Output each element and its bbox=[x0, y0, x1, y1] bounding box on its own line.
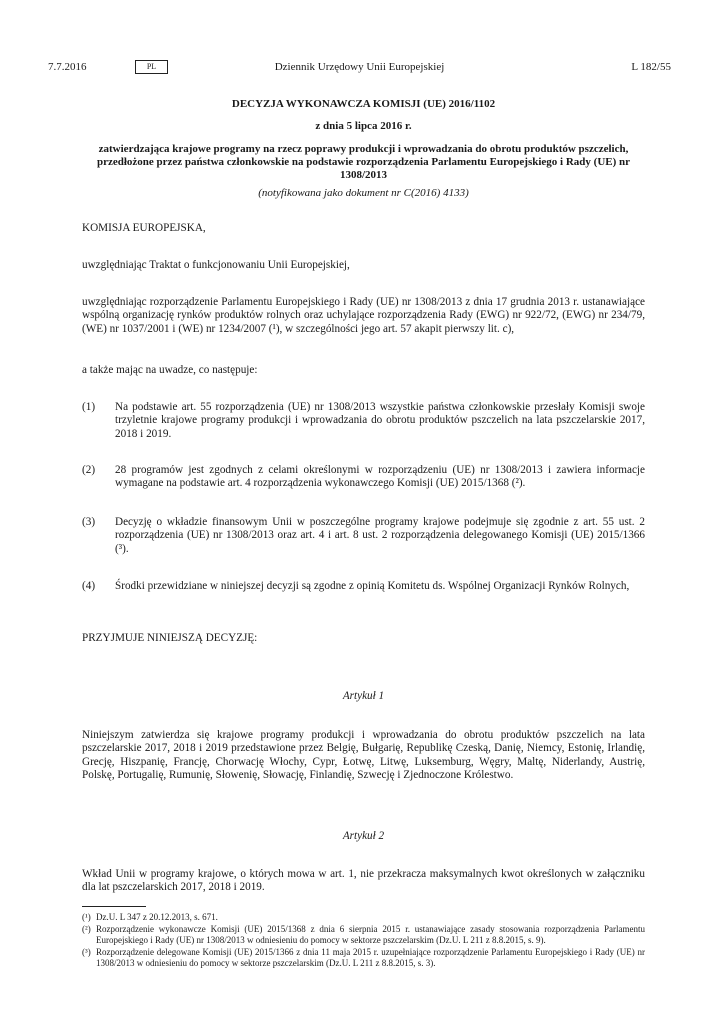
recital-text-block bbox=[115, 464, 645, 491]
adopted-heading bbox=[82, 632, 645, 645]
article-2-title: Artykuł 2 bbox=[342, 830, 385, 842]
article-1-text: Niniejszym zatwierdza się krajowe programy produkcji i wprowadzania do obrotu produktów pszczelich na lata pszczelarskie 2017, 2018 i 2019 przedstawione przez Belgię, Bułgarię, Republikę Czeską, Danię, Niemcy, Estonię, Irlandię, Grecję, Hiszpanię, Francję, Chorwację Włochy, Cypr, Łotwę, Litwę, Luksemburg, Węgry, Maltę, Niderlandy, Austrię, Polskę, Portugalię, Rumunię, Słowenię, Słowację, Finlandię, Szwecję i Zjednoczone Królestwo. bbox=[82, 729, 645, 782]
recital-text: 28 programów jest zgodnych z celami określonymi w rozporządzeniu (UE) nr 1308/2013 i zawiera informacje wymagane na podstawie art. 4 rozporządzenia wykonawczego Komisji (UE) 2015/1368 bbox=[115, 464, 645, 490]
recital-regulation bbox=[82, 296, 645, 336]
recital-number: (4) bbox=[82, 580, 96, 592]
recital-2 bbox=[82, 464, 645, 491]
recital-3 bbox=[82, 516, 645, 556]
notification-note: (notyfikowana jako dokument nr C(2016) 4133) bbox=[258, 187, 469, 199]
recital-number: (1) bbox=[82, 401, 96, 413]
recital-treaty: uwzględniając Traktat o funkcjonowaniu Unii Europejskiej, bbox=[82, 259, 350, 271]
recital-number: (2) bbox=[82, 464, 96, 476]
header-date: 7.7.2016 bbox=[48, 61, 87, 73]
recital-tail: . bbox=[125, 542, 129, 555]
page-number: L 182/55 bbox=[631, 61, 671, 73]
footnote-number: (¹) bbox=[82, 912, 91, 922]
footnote-text: Rozporządzenie wykonawcze Komisji (UE) 2015/1368 z dnia 6 sierpnia 2015 r. ustanawiające zasady stosowania rozporządzenia Parlamentu Europejskiego i Rady (UE) nr 1308/2013 w odniesieniu do pomocy w sektorze pszczelarskim (Dz.U. L 211 z 8.8.2015, s. 9). bbox=[96, 924, 645, 945]
recital-text: Na podstawie art. 55 rozporządzenia (UE) nr 1308/2013 wszystkie państwa członkowskie przesłały Komisji swoje trzyletnie krajowe programy produkcji i wprowadzania do obrotu produktów pszczelich na lata pszczelarskie 2017, 2018 i 2019. bbox=[115, 401, 645, 440]
footnote-ref-2[interactable]: (²) bbox=[511, 477, 523, 490]
recital-4 bbox=[82, 580, 645, 593]
recital-text: Decyzję o wkładzie finansowym Unii w poszczególne programy krajowe podejmuje się zgodnie z art. 55 ust. 2 rozporządzenia (UE) nr 1308/2013 oraz art. 4 i art. 8 ust. 2 rozporządzenia delegowanego Komisji (UE) 2015/1366 bbox=[115, 516, 645, 542]
footnote-text: Rozporządzenie delegowane Komisji (UE) 2015/1366 z dnia 11 maja 2015 r. uzupełniające rozporządzenie Parlamentu Europejskiego i Rady (UE) nr 1308/2013 w odniesieniu do pomocy w sektorze pszczelarskim (Dz.U. L 211 z 8.8.2015, s. 3). bbox=[96, 947, 645, 968]
page-header bbox=[48, 61, 671, 75]
journal-title: Dziennik Urzędowy Unii Europejskiej bbox=[274, 61, 445, 73]
footnote-ref-1[interactable]: (¹) bbox=[268, 322, 280, 335]
language-badge: PL bbox=[135, 60, 168, 74]
article-2-text: Wkład Unii w programy krajowe, o których mowa w art. 1, nie przekracza maksymalnych kwot określonych w załączniku dla lat pszczelarskich 2017, 2018 i 2019. bbox=[82, 868, 645, 894]
footnote-1 bbox=[82, 912, 645, 923]
commission-heading bbox=[82, 222, 645, 235]
regulation-tail: , w szczególności jego art. 57 akapit pierwszy lit. c), bbox=[279, 322, 515, 335]
decision-title: DECYZJA WYKONAWCZA KOMISJI (UE) 2016/1102 bbox=[231, 98, 496, 110]
article-1-title: Artykuł 1 bbox=[342, 690, 385, 702]
decision-subject: zatwierdzająca krajowe programy na rzecz poprawy produkcji i wprowadzania do obrotu produktów pszczelich, przedłożone przez państwa członkowskie na podstawie rozporządzenia Parlamentu Europejskiego i Rady (UE) nr 1308/2013 bbox=[96, 143, 631, 181]
footnote-divider bbox=[82, 906, 146, 907]
whereas-line: a także mając na uwadze, co następuje: bbox=[82, 364, 258, 376]
footnote-text: Dz.U. L 347 z 20.12.2013, s. 671. bbox=[96, 912, 218, 922]
decision-date: z dnia 5 lipca 2016 r. bbox=[315, 120, 412, 132]
footnote-number: (²) bbox=[82, 924, 91, 934]
recital-number: (3) bbox=[82, 516, 96, 528]
commission-text: KOMISJA EUROPEJSKA, bbox=[82, 222, 206, 234]
footnote-2 bbox=[82, 924, 645, 946]
recital-tail: . bbox=[522, 477, 526, 490]
recital-text: Środki przewidziane w niniejszej decyzji są zgodne z opinią Komitetu ds. Wspólnej Organizacji Rynków Rolnych, bbox=[115, 580, 630, 592]
recital-text-block bbox=[115, 516, 645, 556]
footnote-number: (³) bbox=[82, 947, 91, 957]
footnote-3 bbox=[82, 947, 645, 969]
adopted-text: PRZYJMUJE NINIEJSZĄ DECYZJĘ: bbox=[82, 632, 258, 644]
footnote-ref-3[interactable]: (³) bbox=[115, 542, 126, 555]
regulation-text: uwzględniając rozporządzenie Parlamentu Europejskiego i Rady (UE) nr 1308/2013 z dnia 17 grudnia 2013 r. ustanawiające wspólną organizację rynków produktów rolnych oraz uchylające rozporządzenia Rady (EWG) nr 922/72, (EWG) nr 234/79, (WE) nr 1037/2001 i (WE) nr 1234/2007 bbox=[82, 296, 645, 335]
recital-1 bbox=[82, 401, 645, 441]
